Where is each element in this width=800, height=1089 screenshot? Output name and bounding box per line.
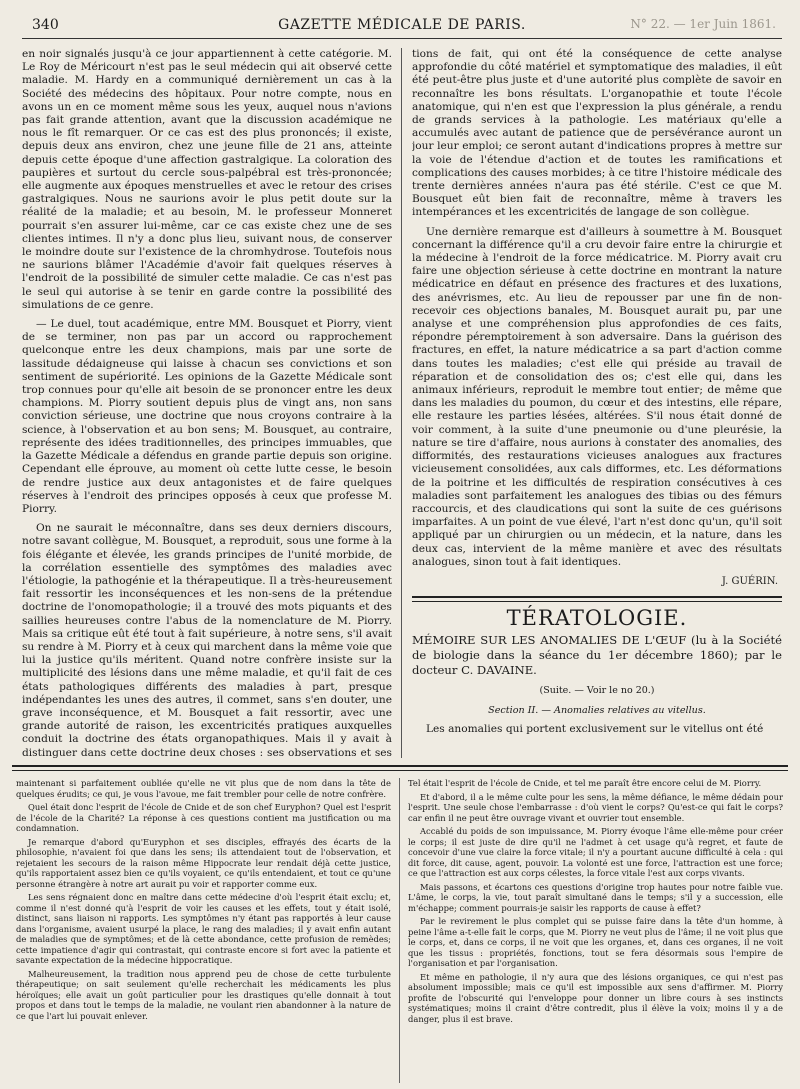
paragraph: Mais passons, et écartons ces questions d'origine trop hautes pour notre faible vue. L'âme, le corps, la vie, tout paraît simultané dans le temps; s'il y a succession, elle m'échappe; comment pourrais-je saisir les rapports de cause à effet?: [408, 881, 783, 913]
left-column: [22, 48, 392, 758]
right-column: [412, 48, 782, 758]
paragraph: Malheureusement, la tradition nous apprend peu de chose de cette turbulente thérapeutique; on sait seulement qu'elle recherchait les médicaments les plus héroïques; elle avait un goût particulier pour les drastiques qu'elle donnait à tout propos et dans tout le temps de la maladie, ne voulant rien abandonner à la nature de ce que l'art lui pouvait enlever.: [16, 968, 391, 1021]
feuilleton-divider: [12, 765, 788, 771]
paragraph: On ne saurait le méconnaître, dans ses deux derniers discours, notre savant collègue, M. Bousquet, a reproduit, sous une forme à la fois élégante et élevée, les grands principes de l'unité morbide, de la corrélation essentielle des symptômes des maladies avec l'étiologie, la pathogénie et la thérapeutique. Il a très-heureusement fait ressortir les inconséquences et les non-sens de la prétendue doctrine de l'onomopathologie; il a trouvé des mots piquants et des saillies heureuses contre l'abus de la nomenclature de M. Piorry. Mais sa critique eût été tout à fait supérieure, à notre sens, s'il avait su rendre à M. Piorry et à ceux qui marchent dans la même voie que lui la justice qu'ils méritent. Quand notre confrère insiste sur la multiplicité des lésions dans une même maladie, et qu'il fait de ces états pathologiques différents des maladies à part, presque indépendantes les unes des autres, il commet, sans s'en douter, une grave inconséquence, et M. Bousquet a fait ressortir, avec une grande autorité de raison, les excentricités pratiques auxquelles conduit la doctrine des états organopathiques. Mais il y avait à distinguer dans cette doctrine deux choses : ses observations et ses: [22, 522, 392, 758]
feuilleton-right-column: [408, 778, 783, 1083]
feuilleton-column-divider: [399, 778, 400, 1083]
paragraph: Les anomalies qui portent exclusivement sur le vitellus ont été: [426, 722, 764, 735]
paragraph: maintenant si parfaitement oubliée qu'elle ne vit plus que de nom dans la tête de quelques érudits; ce qui, je vous l'avoue, me fait trembler pour celle de notre confrère.: [16, 778, 391, 799]
paragraph: Et même en pathologie, il n'y aura que des lésions organiques, ce qui n'est pas absolument impossible; mais ce qu'il est impossible aux sens d'affirmer. M. Piorry profite de l'obscurité qui l'enveloppe pour donner un libre cours à ses instincts systématiques; moins il craint d'être contredit, plus il élève la voix; moins il y a de danger, plus il est brave.: [408, 971, 783, 1024]
paragraph: Et d'abord, il a le même culte pour les sens, la même défiance, le même dédain pour l'esprit. Une seule chose l'embarrasse : d'où vient le corps? Qu'est-ce qui fait le corps? car enfin il ne peut être ouvrage vivant et ouvrier tout ensemble.: [408, 791, 783, 823]
paragraph: Accablé du poids de son impuissance, M. Piorry évoque l'âme elle-même pour créer le corps; il est juste de dire qu'il ne l'admet à cet usage qu'à regret, et faute de concevoir d'une vue claire la force vitale; il n'y a pourtant aucune difficulté à cela : qui dit force, dit cause, agent, pouvoir. La volonté est une force, l'attraction est une force; ce que l'attraction est aux corps célestes, la force vitale l'est aux corps vivants.: [408, 826, 783, 878]
issue-stamp: N° 22. — 1er Juin 1861.: [630, 17, 776, 31]
paragraph: — Le duel, tout académique, entre MM. Bousquet et Piorry, vient de se terminer, non pas par un accord ou rapprochement quelconque entre les deux champions, mais par une sorte de lassitude dédaigneuse qui laisse à chacun ses convictions et son sentiment de supériorité. Les opinions de la Gazette Médicale sont trop connues pour qu'elle ait besoin de se prononcer entre les deux champions. M. Piorry soutient depuis plus de vingt ans, non sans conviction sérieuse, une doctrine que nous croyons contraire à la science, à l'observation et au bon sens; M. Bousquet, au contraire, représente des idées traditionnelles, des principes immuables, que la Gazette Médicale a défendus en grande partie depuis son origine. Cependant elle éprouve, au moment où cette lutte cesse, le besoin de rendre justice aux deux antagonistes et de faire quelques réserves à l'endroit des principes opposés à ceux que professe M. Piorry.: [22, 318, 392, 515]
paragraph: en noir signalés jusqu'à ce jour appartiennent à cette catégorie. M. Le Roy de Méricourt n'est pas le seul médecin qui ait observé cette maladie. M. Hardy en a communiqué dernièrement un cas à la Société des médecins des hôpitaux. Pour notre compte, nous en avons un en ce moment même sous les yeux, auquel nous n'avions pas fait grande attention, avant que la discussion académique ne nous le fît remarquer. Or ce cas est des plus prononcés; il existe, depuis deux ans environ, chez une jeune fille de 21 ans, atteinte depuis cette époque d'une affection gastralgique. La coloration des paupières et surtout du cercle sous-palpébral est très-prononcée; elle augmente aux époques menstruelles et avec le retour des crises gastralgiques. Nous ne saurions avoir le plus petit doute sur la réalité de la maladie; et au besoin, M. le professeur Monneret pourrait s'en assurer lui-même, car ce cas existe chez une de ses clientes intimes. Il n'y a donc plus lieu, suivant nous, de conserver le moindre doute sur l'existence de la chromhydrose. Toutefois nous ne saurions blâmer l'Académie d'avoir fait quelques réserves à l'endroit de la possibilité de simuler cette maladie. Ce cas n'est pas le seul qui autorise à se tenir en garde contre la possibilité des simulations de ce genre.: [22, 48, 392, 311]
memoir-title: MÉMOIRE SUR LES ANOMALIES DE L'ŒUF (lu à la Société de biologie dans la séance du 1er décembre 1860); par le docteur C. DAVAINE.: [412, 633, 782, 678]
paragraph: Quel était donc l'esprit de l'école de Cnide et de son chef Euryphon? Quel est l'esprit de l'école de la Charité? La réponse à ces questions contient ma justification ou ma condamnation.: [16, 802, 391, 833]
journal-title: GAZETTE MÉDICALE DE PARIS.: [278, 17, 526, 33]
section-divider: [412, 596, 782, 602]
paragraph: Une dernière remarque est d'ailleurs à soumettre à M. Bousquet concernant la différence qu'il a cru devoir faire entre la chirurgie et la médecine à l'endroit de la force médicatrice. M. Piorry avait cru faire une objection sérieuse à cette doctrine en montrant la nature médicatrice en défaut en présence des fractures et des luxations, des anévrismes, etc. Au lieu de repousser par une fin de non-recevoir ces objections banales, M. Bousquet aurait pu, par une analyse et une compréhension plus approfondies de ces faits, répondre péremptoirement à son adversaire. Dans la guérison des fractures, en effet, la nature médicatrice a sa part d'action comme dans toutes les maladies; c'est elle qui préside au travail de réparation et de consolidation des os; c'est elle qui, dans les animaux inférieurs, reproduit le membre tout entier; de même que dans les maladies du poumon, du cœur et des intestins, elle répare, elle restaure les parties lésées, altérées. S'il nous était donné de voir comment, à la suite d'une pneumonie ou d'une pleurésie, la nature se tire d'affaire, nous aurions à constater des anomalies, des difformités, des restaurations vicieuses analogues aux fractures vicieusement consolidées, aux cals difformes, etc. Les déformations de la poitrine et les difficultés de respiration consécutives à ces maladies sont parfaitement les analogues des tibias ou des fémurs raccourcis, et des claudications qui sont la suite de ces guérisons imparfaites. A un point de vue élevé, l'art n'est donc qu'un, qu'il soit appliqué par un chirurgien ou un médecin, et la nature, dans les deux cas, intervient de la même manière et avec des résultats analogues, sinon tout à fait identiques.: [412, 225, 782, 568]
paragraph: Les sens régnaient donc en maître dans cette médecine d'où l'esprit était exclu; et, comme il n'est donné qu'à l'esprit de voir les causes et les effets, tout y était isolé, distinct, sans liaison ni rapports. Les symptômes n'y étant pas rapportés à leur cause dans l'organisme, avaient usurpé la place, le rang des maladies; il y avait enfin autant de maladies que de symptômes; et de là cette abondance, cette profusion de remèdes; cette impatience d'agir qui contrastait, qui contraste encore si fort avec la patiente et savante expectation de la médecine hippocratique.: [16, 892, 391, 965]
feuilleton-left-column: [16, 778, 391, 1083]
paragraph: Tel était l'esprit de l'école de Cnide, et tel me paraît être encore celui de M. Piorry.: [408, 778, 762, 788]
continuation-note: (Suite. — Voir le no 20.): [539, 685, 655, 697]
subsection-heading: Section II. — Anomalies relatives au vitellus.: [488, 704, 706, 716]
paragraph: tions de fait, qui ont été la conséquence de cette analyse approfondie du côté matériel et symptomatique des maladies, il eût été peut-être plus juste et d'une autorité plus complète de savoir en reconnaître les bons résultats. L'organopathie et toute l'école anatomique, qui n'en est que l'expression la plus générale, a rendu de grands services à la pathologie. Les matériaux qu'elle a accumulés avec autant de patience que de persévérance auront un jour leur emploi; ce seront autant d'indications propres à mettre sur la voie de l'étendue d'action et de toutes les ramifications et complications des causes morbides; à ce titre l'histoire médicale des trente dernières années n'aura pas été stérile. C'est ce que M. Bousquet eût bien fait de reconnaître, même à travers les intempérances et les excentricités de langage de son collègue.: [412, 48, 782, 219]
page-number: 340: [32, 17, 59, 33]
page-header: [22, 14, 782, 39]
paragraph: Par le revirement le plus complet qui se puisse faire dans la tête d'un homme, à peine l'âme a-t-elle fait le corps, que M. Piorry ne veut plus de l'âme; il ne voit plus que le corps, et, dans ce corps, il ne voit que les organes, et, dans ces organes, il ne voit que les tissus : propriétés, fonctions, tout se fera désormais sous l'empire de l'organisation et par l'organisation.: [408, 916, 783, 968]
column-divider: [401, 48, 402, 758]
section-title: TÉRATOLOGIE.: [506, 606, 688, 631]
author-signature: J. GUÉRIN.: [721, 575, 778, 587]
paragraph: Je remarque d'abord qu'Euryphon et ses disciples, effrayés des écarts de la philosophie, n'avaient foi que dans les sens; ils attendaient tout de l'observation, et rejetaient les secours de la raison même Hippocrate leur rendait déjà cette justice, qu'ils rapportaient assez bien ce qu'ils voyaient, ce qu'ils entendaient, et tout ce qu'une personne étrangère à notre art aurait pu voir et rapporter comme eux.: [16, 836, 391, 889]
